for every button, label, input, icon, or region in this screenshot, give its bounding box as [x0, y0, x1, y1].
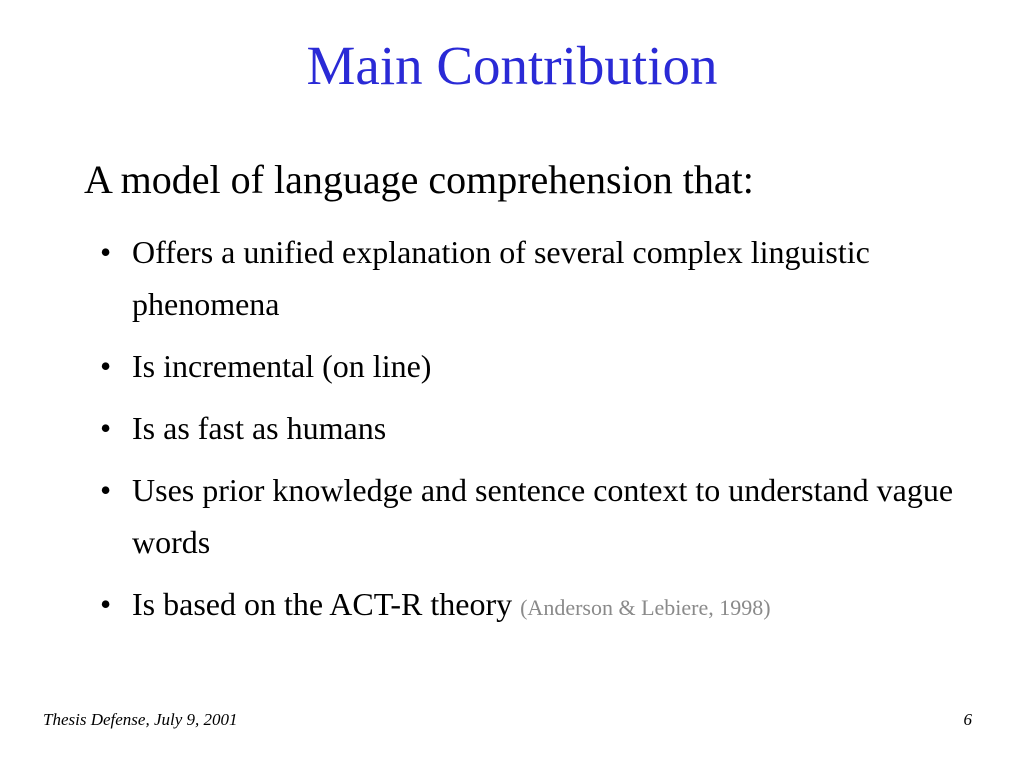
intro-text: A model of language comprehension that: — [84, 157, 754, 202]
bullet-item — [100, 464, 960, 568]
bullet-dot: • — [100, 348, 112, 384]
bullet-list — [100, 226, 960, 644]
bullet-item — [100, 226, 960, 330]
bullet-item — [100, 578, 960, 634]
page-number: 6 — [963, 710, 972, 729]
bullet-text: Is as fast as humans — [132, 410, 387, 446]
bullet-dot: • — [100, 586, 112, 622]
bullet-dot: • — [100, 472, 112, 508]
bullet-dot: • — [100, 234, 112, 270]
bullet-text: Is based on the ACT-R theory — [132, 586, 513, 622]
footer-title: Thesis Defense, July 9, 2001 — [43, 710, 238, 729]
bullet-item — [100, 402, 960, 454]
bullet-text: Offers a unified explanation of several complex linguistic phenomena — [132, 234, 870, 322]
slide-title: Main Contribution — [306, 35, 718, 96]
bullet-text: Uses prior knowledge and sentence context to understand vague words — [132, 472, 954, 560]
bullet-dot: • — [100, 410, 112, 446]
citation: (Anderson & Lebiere, 1998) — [520, 595, 771, 620]
bullet-text: Is incremental (on line) — [132, 348, 432, 384]
bullet-item — [100, 340, 960, 392]
